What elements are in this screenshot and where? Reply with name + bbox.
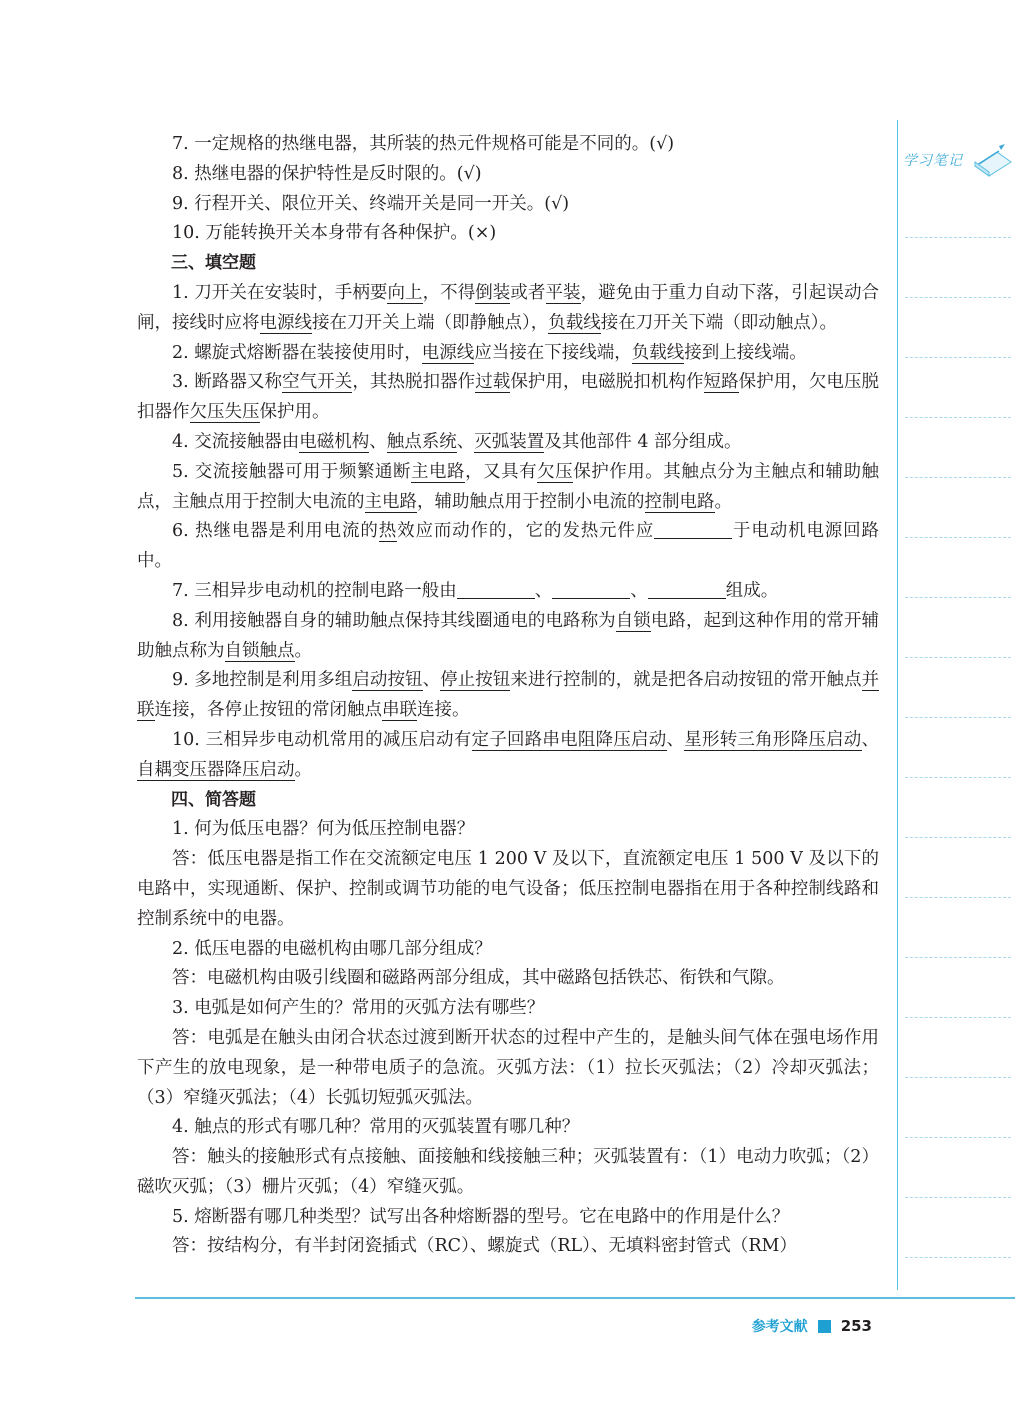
answer: 主电路 xyxy=(364,491,417,512)
answer: 触点系统 xyxy=(386,431,457,452)
sidebar-divider xyxy=(897,120,898,1290)
note-line xyxy=(905,297,1011,298)
note-line xyxy=(905,1077,1011,1078)
answer: 主电路 xyxy=(411,461,466,482)
answer: 电源线 xyxy=(259,312,312,333)
text-run: ，辅助触点用于控制小电流的 xyxy=(417,491,645,512)
text-run: 应当接在下接线端， xyxy=(474,342,632,363)
text-run: ，其热脱扣器作 xyxy=(352,372,476,393)
answer: 灭弧装置 xyxy=(474,431,545,452)
text-run: ，不得 xyxy=(422,282,476,303)
text-run: 6. 热继电器是利用电流的 xyxy=(172,521,379,542)
text-run: 来进行控制的，就是把各启动按钮的常开触点 xyxy=(510,670,862,691)
notes-sidebar xyxy=(897,120,1015,1290)
answer: 欠压失压 xyxy=(189,402,260,423)
text-run: 保护用，电磁脱扣机构作 xyxy=(510,372,704,393)
answer: 停止按钮 xyxy=(440,670,511,691)
notes-title: 学习笔记 xyxy=(903,153,963,169)
note-line xyxy=(905,657,1011,658)
short-a5: 答：按结构分，有半封闭瓷插式（RC）、螺旋式（RL）、无填料密封管式（RM） xyxy=(172,1236,797,1257)
short-q3: 3. 电弧是如何产生的？常用的灭弧方法有哪些？ xyxy=(172,998,545,1019)
fill-q1 xyxy=(137,279,879,339)
answer-blank xyxy=(457,580,535,599)
note-line xyxy=(905,957,1011,958)
fill-q9 xyxy=(137,666,879,726)
short-a3: 答：电弧是在触头由闭合状态过渡到断开状态的过程中产生的，是触头间气体在强电场作用下产生的放电现象，是一种带电质子的急流。灭弧方法：（1）拉长灭弧法；（2）冷却灭弧法；（3）窄缝灭弧法；（4）长弧切短弧灭弧法。 xyxy=(137,1027,879,1108)
answer-blank xyxy=(648,580,726,599)
short-a2: 答：电磁机构由吸引线圈和磁路两部分组成，其中磁路包括铁芯、衔铁和气隙。 xyxy=(172,968,785,989)
footer-section-label: 参考文献 xyxy=(751,1319,808,1335)
page-number: 253 xyxy=(840,1317,872,1335)
fill-q8 xyxy=(137,607,879,667)
text-run: 于电动机电源回路中。 xyxy=(137,521,880,572)
square-icon xyxy=(818,1320,831,1333)
text-run: 或者 xyxy=(510,282,546,303)
answer: 电源线 xyxy=(421,342,475,363)
text-run: 、 xyxy=(630,580,648,601)
page-footer xyxy=(752,1316,872,1336)
footer-rule xyxy=(135,1297,1015,1299)
answer: 并联 xyxy=(137,670,880,721)
section-heading-short-answer: 四、简答题 xyxy=(171,789,256,810)
text-run: 。 xyxy=(294,759,312,780)
answer: 启动按钮 xyxy=(352,670,423,691)
text-run: 3. 断路器又称 xyxy=(172,372,283,393)
note-line xyxy=(905,1257,1011,1258)
answer: 空气开关 xyxy=(282,372,353,393)
text-run: 2. 螺旋式熔断器在装接使用时， xyxy=(172,342,422,363)
fill-q3 xyxy=(137,368,879,428)
note-line xyxy=(905,777,1011,778)
note-line xyxy=(905,1197,1011,1198)
text-run: 保护作用。其触点分为主触点和辅助触点，主触点用于控制大电流的 xyxy=(137,461,880,512)
answer: 自耦变压器降压启动 xyxy=(137,759,295,780)
fill-q4 xyxy=(137,428,879,458)
text-run: 、 xyxy=(861,729,880,750)
text-run: 保护用，欠电压脱扣器作 xyxy=(137,372,880,423)
fill-q6 xyxy=(137,517,879,577)
fill-q10 xyxy=(137,726,879,786)
fill-q7 xyxy=(137,577,879,607)
answer: 星形转三角形降压启动 xyxy=(684,729,862,750)
note-line xyxy=(905,837,1011,838)
answer: 过载 xyxy=(475,372,511,393)
text-run: 4. 交流接触器由 xyxy=(172,431,300,452)
answer: 串联 xyxy=(382,700,417,721)
note-line xyxy=(905,477,1011,478)
text-run: 。 xyxy=(294,640,312,661)
text-run: 。 xyxy=(714,491,732,512)
answer: 自锁 xyxy=(615,610,651,631)
note-line xyxy=(905,597,1011,598)
answer: 自锁触点 xyxy=(224,640,295,661)
answer: 倒装 xyxy=(475,282,511,303)
text-run: 7. 三相异步电动机的控制电路一般由 xyxy=(172,580,457,601)
answer: 负载线 xyxy=(548,312,601,333)
note-line xyxy=(905,717,1011,718)
text-run: 、 xyxy=(534,580,553,601)
answer-blank xyxy=(654,520,732,539)
fill-q5 xyxy=(137,458,879,518)
section-heading-fill-blank: 三、填空题 xyxy=(171,253,256,274)
answer: 向上 xyxy=(387,282,423,303)
text-run: 保护用。 xyxy=(259,402,330,423)
text-run: 、 xyxy=(456,431,475,452)
answer: 定子回路串电阻降压启动 xyxy=(471,729,667,750)
answer: 平装 xyxy=(545,282,581,303)
text-run: 接在刀开关上端（即静触点）， xyxy=(312,312,549,333)
text-run: 、 xyxy=(666,729,685,750)
note-line xyxy=(905,357,1011,358)
answer: 短路 xyxy=(703,372,739,393)
short-q4: 4. 触点的形式有哪几种？常用的灭弧装置有哪几种？ xyxy=(172,1117,580,1138)
text-run: 、 xyxy=(422,670,441,691)
text-run: 1. 刀开关在安装时，手柄要 xyxy=(172,282,388,303)
answer: 热 xyxy=(378,521,398,542)
short-a1: 答：低压电器是指工作在交流额定电压 1 200 V 及以下，直流额定电压 1 500 V 及以下的电路中，实现通断、保护、控制或调节功能的电气设备；低压控制电器指在用于各种控制线路和控制系统中的电器。 xyxy=(137,849,879,929)
tf-item-10: 10. 万能转换开关本身带有各种保护。(×) xyxy=(172,223,497,244)
notebook-icon xyxy=(971,142,1015,178)
text-run: 连接，各停止按钮的常闭触点 xyxy=(154,700,382,721)
note-line xyxy=(905,237,1011,238)
tf-item-7: 7. 一定规格的热继电器，其所装的热元件规格可能是不同的。(√) xyxy=(172,134,675,154)
short-q2: 2. 低压电器的电磁机构由哪几部分组成？ xyxy=(172,938,492,959)
page-body xyxy=(137,130,879,1262)
tf-item-8: 8. 热继电器的保护特性是反时限的。(√) xyxy=(172,163,482,184)
answer: 欠压 xyxy=(537,461,574,482)
short-a4: 答：触头的接触形式有点接触、面接触和线接触三种；灭弧装置有：（1）电动力吹弧；（2）磁吹灭弧；（3）栅片灭弧；（4）窄缝灭弧。 xyxy=(137,1147,879,1197)
text-run: 10. 三相异步电动机常用的减压启动有 xyxy=(172,729,472,750)
fill-q2 xyxy=(137,339,879,369)
note-line xyxy=(905,417,1011,418)
note-line xyxy=(905,1137,1011,1138)
text-run: 8. 利用接触器自身的辅助触点保持其线圈通电的电路称为 xyxy=(172,610,616,631)
note-line xyxy=(905,537,1011,538)
answer: 负载线 xyxy=(631,342,685,363)
text-run: 组成。 xyxy=(725,580,779,601)
text-run: 效应而动作的，它的发热元件应 xyxy=(397,521,655,542)
text-run: 接在刀开关下端（即动触点）。 xyxy=(600,312,837,333)
text-run: 接到上接线端。 xyxy=(684,342,807,363)
text-run: 、 xyxy=(369,431,387,452)
note-line xyxy=(905,1017,1011,1018)
note-line xyxy=(905,897,1011,898)
answer-blank xyxy=(552,580,630,599)
short-q5: 5. 熔断器有哪几种类型？试写出各种熔断器的型号。它在电路中的作用是什么？ xyxy=(172,1206,790,1227)
answer: 控制电路 xyxy=(644,491,715,512)
text-run: 5. 交流接触器可用于频繁通断 xyxy=(172,461,412,482)
text-run: 连接。 xyxy=(417,700,470,721)
text-run: ，避免由于重力自动下落，引起误动合闸，接线时应将 xyxy=(137,282,880,333)
text-run: 电路，起到这种作用的常开辅助触点称为 xyxy=(137,610,880,661)
text-run: 及其他部件 4 部分组成。 xyxy=(544,431,742,452)
answer: 电磁机构 xyxy=(299,431,370,452)
short-q1: 1. 何为低压电器？何为低压控制电器？ xyxy=(172,819,475,840)
text-run: ，又具有 xyxy=(465,461,538,482)
text-run: 9. 多地控制是利用多组 xyxy=(172,670,353,691)
tf-item-9: 9. 行程开关、限位开关、终端开关是同一开关。(√) xyxy=(172,193,570,214)
